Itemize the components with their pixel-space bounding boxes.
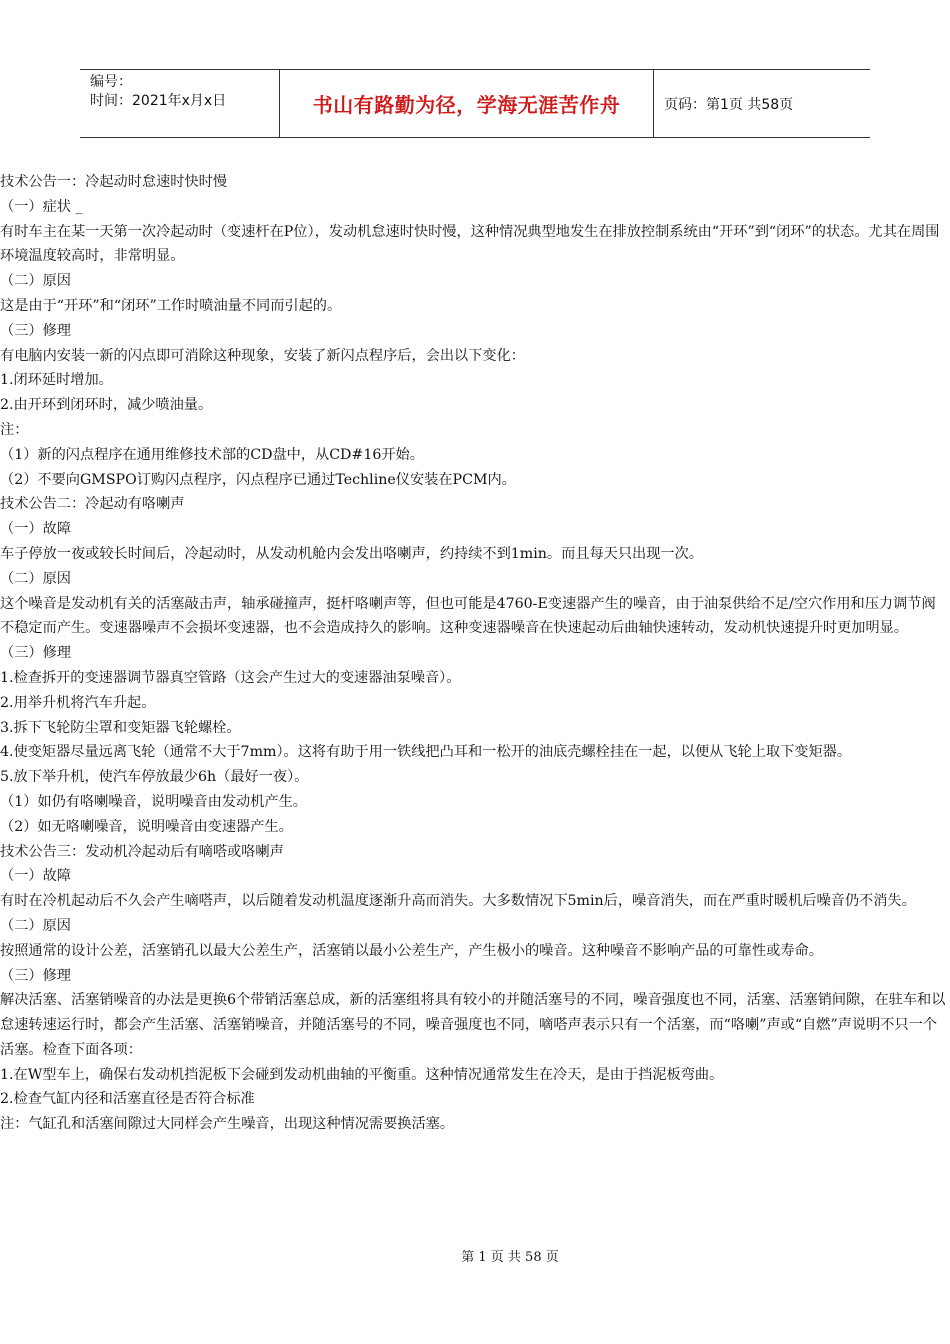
line: （二）原因 [0,273,71,290]
page-footer: 第 1 页 共 58 页 [461,1250,559,1265]
line: （三）修理 [0,322,71,339]
line: （二）原因 [0,570,71,587]
header-meta [80,70,280,137]
line: 车子停放一夜或较长时间后，冷起动时，从发动机舱内会发出咯喇声，约持续不到1min。而且每天只出现一次。 [0,545,703,562]
document-number: 编号： [90,74,132,90]
line: 3.拆下飞轮防尘罩和变矩器飞轮螺栓。 [0,719,241,736]
line: 注：气缸孔和活塞间隙过大同样会产生噪音，出现这种情况需要换活塞。 [0,1116,455,1133]
header-motto: 书山有路勤为径，学海无涯苦作舟 [280,70,654,137]
line: 1.在W型车上，确保右发动机挡泥板下会碰到发动机曲轴的平衡重。这种情况通常发生在冷天，是由于挡泥板弯曲。 [0,1066,724,1083]
line: 按照通常的设计公差，活塞销孔以最大公差生产，活塞销以最小公差生产，产生极小的噪音。这种噪音不影响产品的可靠性或寿命。 [0,942,823,959]
line: （三）修理 [0,967,71,984]
line: 注： [0,421,29,438]
line: 2.检查气缸内径和活塞直径是否符合标准 [0,1091,255,1108]
line: 有电脑内安装一新的闪点即可消除这种现象，安装了新闪点程序后，会出以下变化： [0,347,525,364]
line: （一）故障 [0,521,71,538]
line: 技术公告一：冷起动时怠速时快时慢 [0,174,228,190]
line: （三）修理 [0,645,71,662]
line: 4.使变矩器尽量远离飞轮（通常不大于7mm）。这将有助于用一铁线把凸耳和一松开的油底壳螺栓挂在一起，以便从飞轮上取下变矩器。 [0,744,852,761]
line: 技术公告三：发动机冷起动后有嘀嗒或咯喇声 [0,843,284,860]
line: 技术公告二：冷起动有咯喇声 [0,496,185,513]
line: 1.检查拆开的变速器调节器真空管路（这会产生过大的变速器油泵噪音）。 [0,669,461,686]
document-time: 时间：2021年x月x日 [90,93,227,109]
line: （1）新的闪点程序在通用维修技术部的CD盘中，从CD#16开始。 [0,446,424,463]
line: 5.放下举升机，使汽车停放最少6h（最好一夜）。 [0,769,309,786]
line: 有时车主在某一天第一次冷起动时（变速杆在P位），发动机怠速时快时慢，这种情况典型地发生在排放控制系统由“开环”到“闭环”的状态。尤其在周围环境温度较高时，非常明显。 [0,223,940,265]
line: 有时在冷机起动后不久会产生嘀嗒声，以后随着发动机温度逐渐升高而消失。大多数情况下5min后，噪音消失，而在严重时暖机后噪音仍不消失。 [0,893,916,910]
header-page-number: 页码：第1页 共58页 [664,96,794,113]
line: 2.由开环到闭环时，减少喷油量。 [0,397,213,414]
line: 这是由于“开环”和“闭环”工作时喷油量不同而引起的。 [0,297,342,314]
line: （1）如仍有咯喇噪音，说明噪音由发动机产生。 [0,793,307,810]
line: （2）如无咯喇噪音，说明噪音由变速器产生。 [0,818,293,835]
line: 这个噪音是发动机有关的活塞敲击声，轴承碰撞声，挺杆咯喇声等，但也可能是4760-E变速器产生的噪音，由于油泵供给不足/空穴作用和压力调节阀不稳定而产生。变速器噪声不会损坏变速器，也不会造成持久的影响。这种变速器噪音在快速起动后曲轴快速转动，发动机快速提升时更加明显。 [0,595,936,637]
line: 2.用举升机将汽车升起。 [0,694,156,711]
line: 解决活塞、活塞销噪音的办法是更换6个带销活塞总成，新的活塞组将具有较小的并随活塞号的不同，噪音强度也不同，活塞、活塞销间隙，在驻车和以怠速转速运行时，都会产生活塞、活塞销噪音，并随活塞号的不同，噪音强度也不同，嘀嗒声表示只有一个活塞，而“咯喇”声或“自燃”声说明不只一个活塞。检查下面各项： [0,992,946,1058]
line: （一）故障 [0,868,71,885]
line: （一）症状 _ [0,198,83,215]
document-header [80,69,870,138]
line: （二）原因 [0,917,71,934]
line: 1.闭环延时增加。 [0,372,113,389]
line: （2）不要向GMSPO订购闪点程序，闪点程序已通过Techline仪安装在PCM内。 [0,471,516,488]
document-body [0,170,946,1137]
